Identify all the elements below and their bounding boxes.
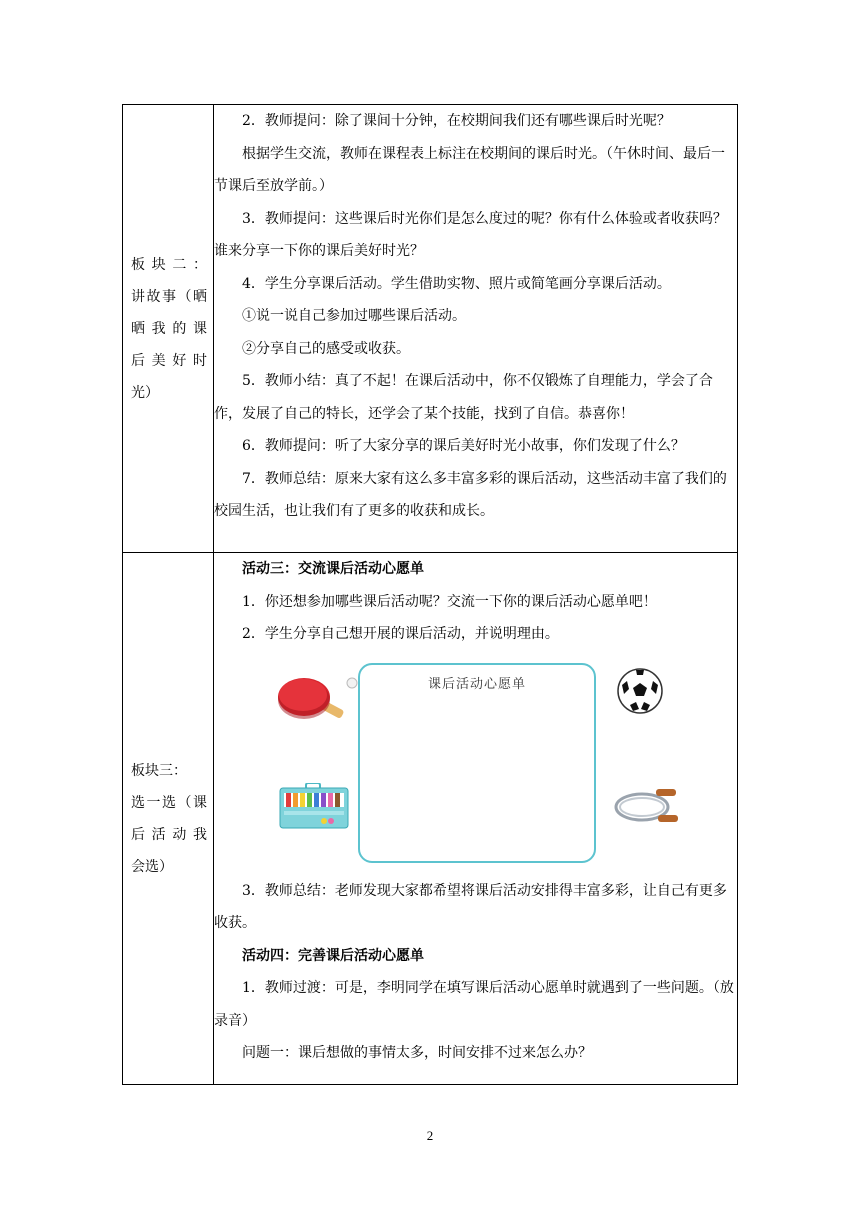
wish-list-title: 课后活动心愿单 xyxy=(427,676,526,692)
wish-list-figure xyxy=(214,655,737,873)
label-line: 光） xyxy=(131,384,159,401)
jump-rope-icon xyxy=(612,785,682,829)
section-content-cell xyxy=(214,553,738,1085)
label-line: 后美好时 xyxy=(131,352,207,369)
activity-heading: 活动四：完善课后活动心愿单 xyxy=(242,947,424,964)
soccer-ball-icon xyxy=(616,667,664,715)
label-line: 后活动我 xyxy=(131,826,207,843)
paragraph: ①说一说自己参加过哪些课后活动。 xyxy=(242,308,466,324)
paragraph: 3．教师总结：老师发现大家都希望将课后活动安排得丰富多彩，让自己有更多收获。 xyxy=(214,882,727,931)
section-label xyxy=(123,249,213,409)
paragraph: ②分享自己的感受或收获。 xyxy=(242,340,410,357)
crayon-box-icon xyxy=(278,783,350,831)
paragraph: 3．教师提问：这些课后时光你们是怎么度过的呢？你有什么体验或者收获吗？谁来分享一下你的课后美好时光？ xyxy=(214,210,727,259)
paragraph: 4．学生分享课后活动。学生借助实物、照片或简笔画分享课后活动。 xyxy=(242,275,671,292)
section-label-cell xyxy=(123,105,214,553)
paragraph: 根据学生交流，教师在课程表上标注在校期间的课后时光。（午休时间、最后一节课后至放学前。） xyxy=(214,145,725,194)
label-line: 晒我的课 xyxy=(131,320,207,337)
paragraph: 1．你还想参加哪些课后活动呢？交流一下你的课后活动心愿单吧！ xyxy=(242,593,657,610)
lesson-table xyxy=(122,104,738,1085)
activity-heading: 活动三：交流课后活动心愿单 xyxy=(242,561,424,577)
wish-list-board xyxy=(358,663,596,863)
label-line: 讲故事（晒 xyxy=(131,288,207,305)
paragraph: 5．教师小结：真了不起！在课后活动中，你不仅锻炼了自理能力，学会了合作，发展了自己的特长，还学会了某个技能，找到了自信。恭喜你！ xyxy=(214,373,713,422)
page-number: 2 xyxy=(426,1128,434,1143)
section-label xyxy=(123,755,213,883)
paragraph: 1．教师过渡：可是，李明同学在填写课后活动心愿单时就遇到了一些问题。（放录音） xyxy=(214,980,734,1029)
paragraph: 6．教师提问：听了大家分享的课后美好时光小故事，你们发现了什么？ xyxy=(242,438,685,454)
section-label-cell xyxy=(123,553,214,1085)
label-line: 会选） xyxy=(131,858,173,875)
section-content-cell xyxy=(214,105,738,553)
paragraph: 问题一：课后想做的事情太多，时间安排不过来怎么办？ xyxy=(242,1045,592,1061)
paragraph: 2．教师提问：除了课间十分钟，在校期间我们还有哪些课后时光呢？ xyxy=(242,113,671,129)
label-line: 板块三： xyxy=(131,762,187,779)
paragraph: 2．学生分享自己想开展的课后活动，并说明理由。 xyxy=(242,626,559,642)
label-line: 板块二： xyxy=(131,256,207,273)
ping-pong-paddle-icon xyxy=(276,673,360,723)
label-line: 选一选（课 xyxy=(131,794,207,811)
paragraph: 7．教师总结：原来大家有这么多丰富多彩的课后活动，这些活动丰富了我们的校园生活，也让我们有了更多的收获和成长。 xyxy=(214,470,727,519)
